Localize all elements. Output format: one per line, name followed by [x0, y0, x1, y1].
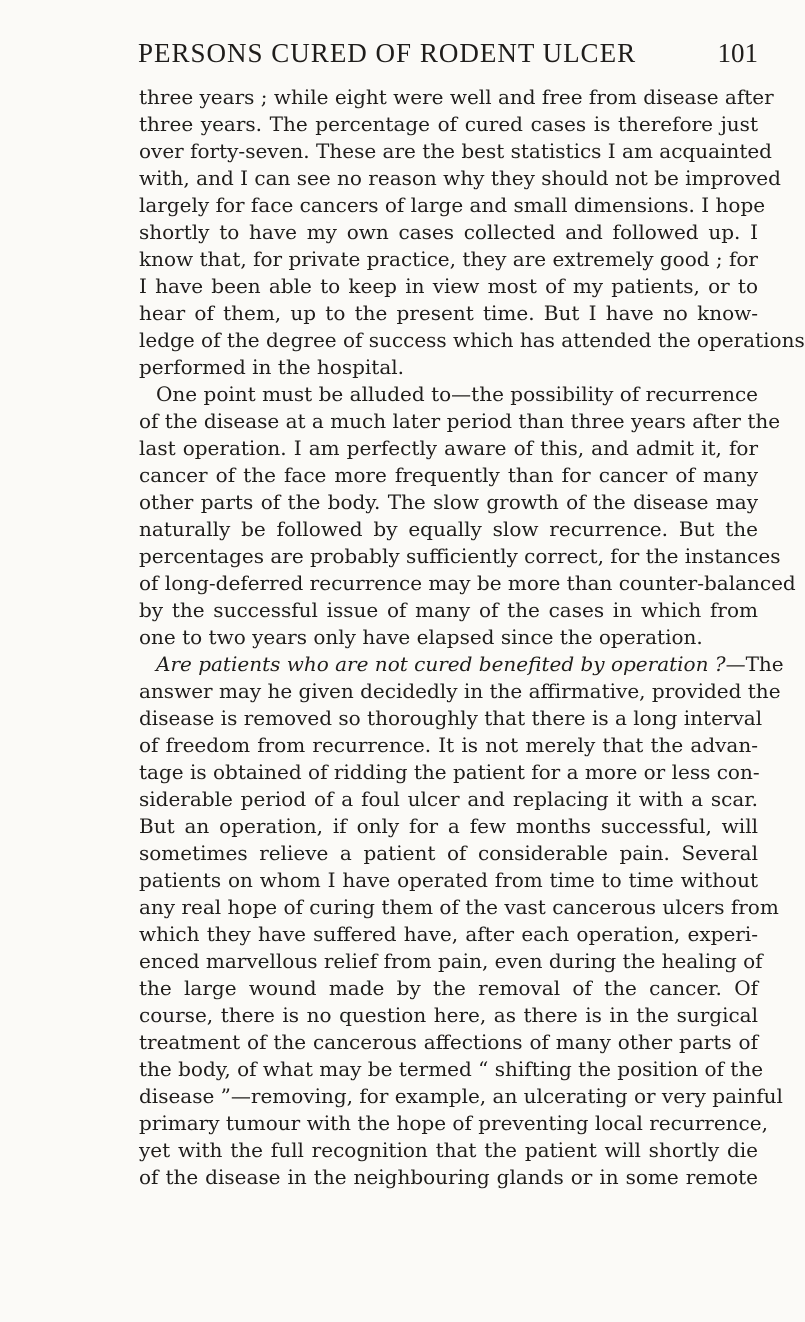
- running-title: PERSONS CURED OF RODENT ULCER: [138, 38, 637, 68]
- text-line: the body, of what may be termed “ shifting the position of the: [139, 1057, 764, 1081]
- body-text: [139, 84, 805, 1191]
- text-line: shortly to have my own cases collected and followed up. I: [139, 220, 758, 244]
- text-line: largely for face cancers of large and small dimensions. I hope: [139, 193, 766, 217]
- text-line: performed in the hospital.: [139, 355, 405, 379]
- question-dash: —The: [725, 652, 784, 676]
- text-line: enced marvellous relief from pain, even during the healing of: [139, 949, 763, 973]
- text-line: three years ; while eight were well and free from disease after: [139, 85, 774, 109]
- text-line: disease is removed so thoroughly that there is a long interval: [139, 706, 763, 730]
- text-line: sometimes relieve a patient of considerable pain. Several: [139, 841, 758, 865]
- text-line: over forty-seven. These are the best statistics I am acquainted: [139, 139, 772, 163]
- text-line: treatment of the cancerous affections of many other parts of: [139, 1030, 758, 1054]
- text-line: percentages are probably sufficiently correct, for the instances: [139, 544, 781, 568]
- text-line: ledge of the degree of success which has attended the operations: [139, 328, 805, 352]
- question-line: [139, 651, 784, 678]
- page-number: 101: [717, 38, 758, 68]
- text-line: know that, for private practice, they are extremely good ; for: [139, 247, 758, 271]
- text-line: yet with the full recognition that the patient will shortly die: [139, 1138, 758, 1162]
- text-line: One point must be alluded to—the possibility of recurrence: [156, 382, 758, 406]
- running-head: [138, 36, 758, 70]
- text-line: of freedom from recurrence. It is not merely that the advan-: [139, 733, 758, 757]
- text-line: other parts of the body. The slow growth of the disease may: [139, 490, 758, 514]
- text-line: primary tumour with the hope of preventing local recurrence,: [139, 1111, 768, 1135]
- text-line: of the disease in the neighbouring glands or in some remote: [139, 1165, 758, 1189]
- text-line: three years. The percentage of cured cases is therefore just: [139, 112, 758, 136]
- text-line: of the disease at a much later period than three years after the: [139, 409, 781, 433]
- text-line: naturally be followed by equally slow recurrence. But the: [139, 517, 758, 541]
- text-line: the large wound made by the removal of the cancer. Of: [139, 976, 758, 1000]
- text-line: I have been able to keep in view most of my patients, or to: [139, 274, 758, 298]
- text-line: answer may he given decidedly in the affirmative, provided the: [139, 679, 781, 703]
- text-line: last operation. I am perfectly aware of this, and admit it, for: [139, 436, 758, 460]
- text-line: patients on whom I have operated from time to time without: [139, 868, 758, 892]
- text-line: one to two years only have elapsed since the operation.: [139, 625, 703, 649]
- italic-question: Are patients who are not cured benefited by operation ?: [156, 652, 726, 676]
- text-line: of long-deferred recurrence may be more than counter-balanced: [139, 571, 796, 595]
- text-line: hear of them, up to the present time. But I have no know-: [139, 301, 758, 325]
- text-line: by the successful issue of many of the cases in which from: [139, 598, 758, 622]
- text-line: But an operation, if only for a few months successful, will: [139, 814, 758, 838]
- text-line: cancer of the face more frequently than for cancer of many: [139, 463, 758, 487]
- text-line: course, there is no question here, as there is in the surgical: [139, 1003, 758, 1027]
- text-line: siderable period of a foul ulcer and replacing it with a scar.: [139, 787, 758, 811]
- text-line: disease ”—removing, for example, an ulcerating or very painful: [139, 1084, 783, 1108]
- text-line: tage is obtained of ridding the patient for a more or less con-: [139, 760, 760, 784]
- text-line: which they have suffered have, after each operation, experi-: [139, 922, 758, 946]
- text-line: any real hope of curing them of the vast cancerous ulcers from: [139, 895, 779, 919]
- text-line: with, and I can see no reason why they should not be improved: [139, 166, 781, 190]
